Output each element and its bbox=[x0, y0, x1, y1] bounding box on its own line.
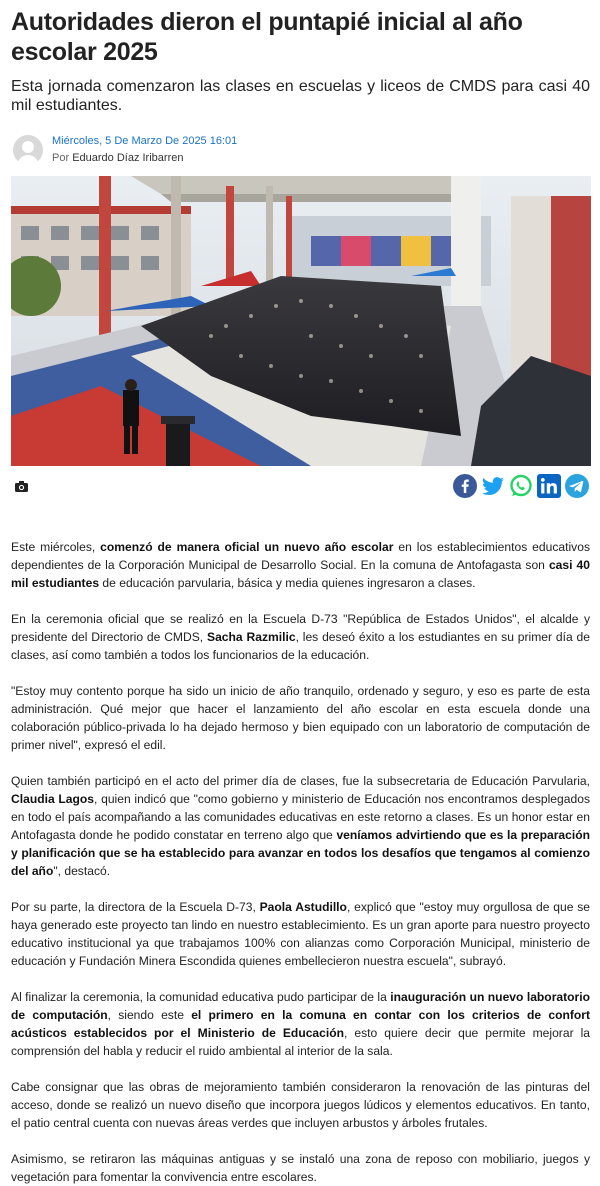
paragraph-text: Quien también participó en el acto del primer día de clases, fue la subsecretaria de Educación Parvularia, bbox=[11, 774, 590, 788]
article-paragraph bbox=[11, 988, 590, 1060]
bold-text: el primero en la comuna en contar con los criterios de confort acústicos establecidos por el Ministerio de Educación bbox=[11, 1008, 590, 1040]
user-avatar-icon bbox=[13, 135, 43, 165]
article-paragraph bbox=[11, 1150, 590, 1186]
bold-text: comenzó de manera oficial un nuevo año escolar bbox=[100, 540, 394, 554]
paragraph-text: Cabe consignar que las obras de mejoramiento también consideraron la renovación de las pinturas del acceso, donde se realizó un nuevo diseño que incorpora juegos lúdicos y elementos educativos. En tanto, el patio central cuenta con nuevas áreas verdes que incluyen arbustos y árboles frutales. bbox=[11, 1080, 590, 1130]
paragraph-text: , les deseó éxito a los estudiantes en su primer día de clases, así como también a todos los funcionarios de la educación. bbox=[11, 630, 590, 662]
ceremony-photo bbox=[11, 176, 591, 466]
paragraph-text: En la ceremonia oficial que se realizó en la Escuela D-73 "República de Estados Unidos", el alcalde y presidente del Directorio de CMDS, bbox=[11, 612, 590, 644]
bold-text: Sacha Razmilic bbox=[207, 630, 296, 644]
article-paragraph bbox=[11, 538, 590, 592]
bold-text: Paola Astudillo bbox=[259, 900, 347, 914]
publish-date: Miércoles, 5 De Marzo De 2025 16:01 bbox=[52, 135, 238, 147]
paragraph-text: de educación parvularia, básica y media quienes ingresaron a clases. bbox=[99, 576, 476, 590]
byline bbox=[52, 150, 237, 167]
bold-text: casi 40 mil estudiantes bbox=[11, 558, 590, 590]
paragraph-text: Asimismo, se retiraron las máquinas antiguas y se instaló una zona de reposo con mobiliario, juegos y vegetación para fomentar la convivencia entre escolares. bbox=[11, 1152, 590, 1184]
article-paragraph bbox=[11, 1078, 590, 1132]
paragraph-text: , esto quiere decir que permite mejorar la comprensión del habla y reducir el ruido ambiental al interior de la sala. bbox=[11, 1026, 591, 1058]
share-buttons bbox=[453, 474, 589, 498]
article-paragraph bbox=[11, 772, 590, 880]
bold-text: Claudia Lagos bbox=[11, 792, 95, 806]
facebook-icon[interactable] bbox=[453, 474, 477, 498]
paragraph-text: , explicó que "estoy muy orgullosa de que se haya generado este proyecto tan lindo en nuestro establecimiento. Es un gran aporte para nuestro proyecto educativo institucional ya que trabajamos 100% con alianzas como Corporación Municipal, ministerio de educación y Fundación Minera Escondida quienes embellecieron nuestra escuela", subrayó. bbox=[11, 900, 590, 968]
share-row bbox=[11, 468, 590, 504]
article-paragraph bbox=[11, 898, 590, 970]
meta-text bbox=[52, 133, 237, 167]
paragraph-text: en los establecimientos educativos dependientes de la Corporación Municipal de Desarrollo Social. En la comuna de Antofagasta son bbox=[11, 540, 590, 572]
paragraph-text: , quien indicó que "como gobierno y ministerio de Educación nos encontramos desplegados en todo el país acompañando a las comunidades educativas en este retorno a clases. Es un honor estar en Antofagasta donde he podido constatar en terreno algo que bbox=[11, 792, 590, 842]
paragraph-text: ", destacó. bbox=[53, 864, 111, 878]
paragraph-text: Por su parte, la directora de la Escuela D-73, bbox=[11, 900, 260, 914]
article-body bbox=[11, 538, 590, 1186]
linkedin-icon[interactable] bbox=[537, 474, 561, 498]
article-paragraph bbox=[11, 610, 590, 664]
paragraph-text: , siendo este bbox=[107, 1008, 192, 1022]
bold-text: inauguración un nuevo laboratorio de computación bbox=[11, 990, 590, 1022]
article-subtitle: Esta jornada comenzaron las clases en escuelas y liceos de CMDS para casi 40 mil estudiantes. bbox=[11, 78, 590, 114]
article-title: Autoridades dieron el puntapié inicial al año escolar 2025 bbox=[11, 8, 523, 66]
article bbox=[0, 7, 600, 1186]
telegram-icon[interactable] bbox=[565, 474, 589, 498]
bold-text: veníamos advirtiendo que es la preparación y planificación que se ha establecido para avanzar en todos los desafíos que tengamos al comienzo del año bbox=[11, 828, 590, 878]
paragraph-text: "Estoy muy contento porque ha sido un inicio de año tranquilo, ordenado y seguro, y eso es parte de esta administración. Qué mejor que hacer el lanzamiento del año escolar en esta escuela donde una colaboración público-privada lo ha dejado hermoso y bien equipado con un laboratorio de computación de primer nivel", expresó el edil. bbox=[11, 684, 590, 752]
author-link[interactable]: Eduardo Díaz Iribarren bbox=[72, 152, 184, 164]
paragraph-text: Al finalizar la ceremonia, la comunidad educativa pudo participar de la bbox=[11, 990, 391, 1004]
article-paragraph bbox=[11, 682, 590, 754]
byline-prefix: Por bbox=[52, 152, 70, 164]
twitter-icon[interactable] bbox=[481, 474, 505, 498]
camera-icon bbox=[15, 481, 28, 492]
article-meta bbox=[11, 133, 590, 167]
whatsapp-icon[interactable] bbox=[509, 474, 533, 498]
paragraph-text: Este miércoles, bbox=[11, 540, 101, 554]
